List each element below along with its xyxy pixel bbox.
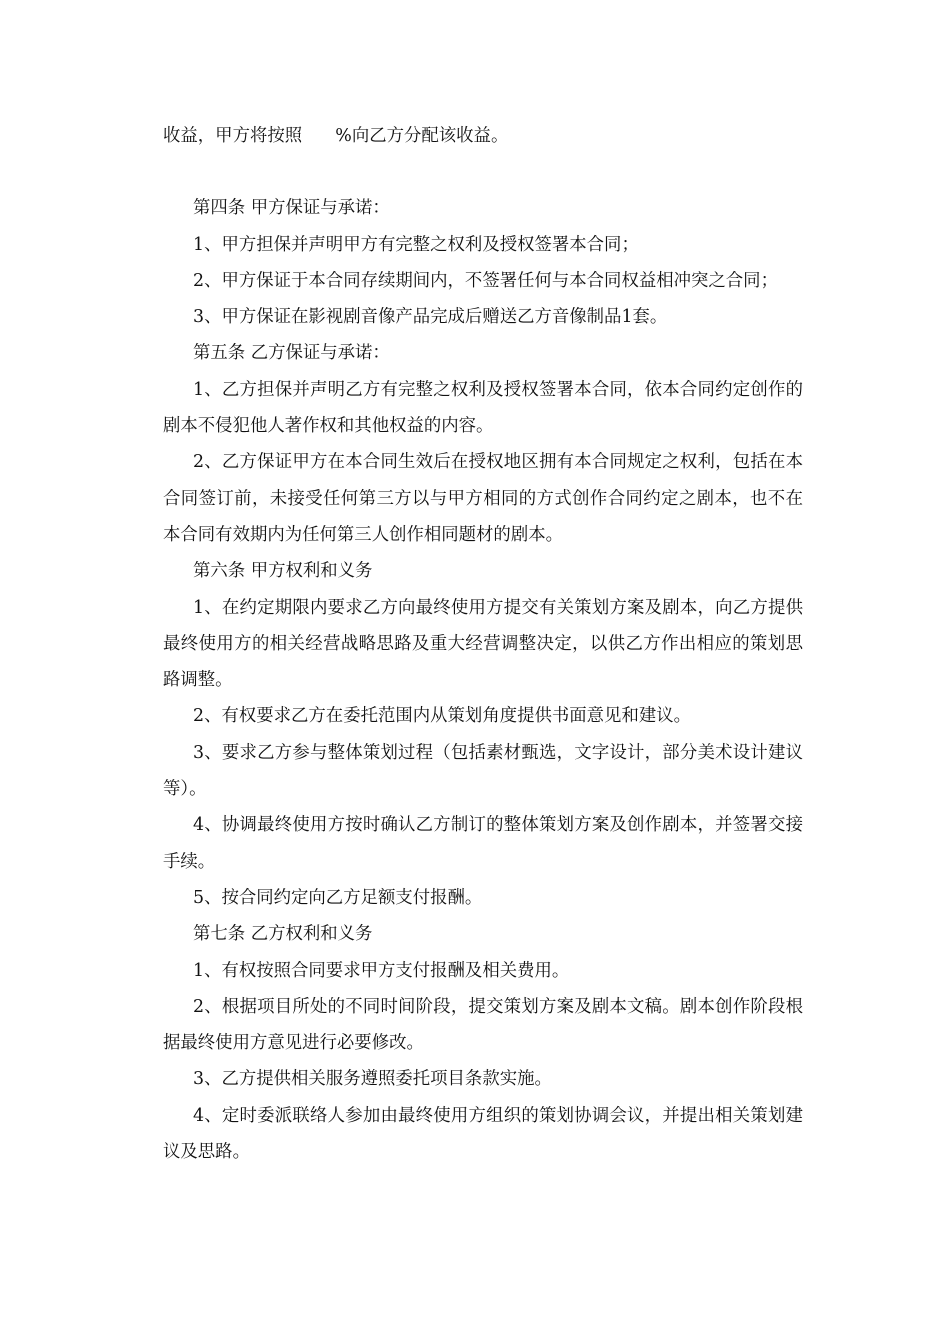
article-5-item-1: 1、乙方担保并声明乙方有完整之权利及授权签署本合同，依本合同约定创作的剧本不侵犯他人著作权和其他权益的内容。 <box>163 379 803 437</box>
article-7-heading: 第七条 乙方权利和义务 <box>193 924 373 945</box>
article-6-heading: 第六条 甲方权利和义务 <box>193 561 373 582</box>
document-page <box>163 118 803 1170</box>
paragraph-revenue-share: 收益，甲方将按照 %向乙方分配该收益。 <box>163 126 509 146</box>
article-5-heading: 第五条 乙方保证与承诺： <box>193 343 390 364</box>
article-7-item-4: 4、定时委派联络人参加由最终使用方组织的策划协调会议，并提出相关策划建议及思路。 <box>163 1105 803 1163</box>
article-6-item-3: 3、要求乙方参与整体策划过程（包括素材甄选，文字设计，部分美术设计建议等）。 <box>163 742 803 800</box>
article-4-item-1: 1、甲方担保并声明甲方有完整之权利及授权签署本合同； <box>193 234 639 255</box>
article-4-item-2: 2、甲方保证于本合同存续期间内，不签署任何与本合同权益相冲突之合同； <box>193 270 778 291</box>
article-4-item-3: 3、甲方保证在影视剧音像产品完成后赠送乙方音像制品1套。 <box>193 307 668 328</box>
article-5-item-2: 2、乙方保证甲方在本合同生效后在授权地区拥有本合同规定之权利，包括在本合同签订前，未接受任何第三方以与甲方相同的方式创作合同约定之剧本，也不在本合同有效期内为任何第三人创作相同题材的剧本。 <box>163 452 803 545</box>
article-6-item-4: 4、协调最终使用方按时确认乙方制订的整体策划方案及创作剧本，并签署交接手续。 <box>163 815 803 872</box>
article-4-heading: 第四条 甲方保证与承诺： <box>193 198 390 219</box>
article-6-item-2: 2、有权要求乙方在委托范围内从策划角度提供书面意见和建议。 <box>193 706 692 727</box>
article-6-item-1: 1、在约定期限内要求乙方向最终使用方提交有关策划方案及剧本，向乙方提供最终使用方的相关经营战略思路及重大经营调整决定，以供乙方作出相应的策划思路调整。 <box>163 597 803 691</box>
article-7-item-3: 3、乙方提供相关服务遵照委托项目条款实施。 <box>193 1069 552 1090</box>
article-7-item-1: 1、有权按照合同要求甲方支付报酬及相关费用。 <box>193 960 570 981</box>
article-7-item-2: 2、根据项目所处的不同时间阶段，提交策划方案及剧本文稿。剧本创作阶段根据最终使用方意见进行必要修改。 <box>163 996 803 1054</box>
article-6-item-5: 5、按合同约定向乙方足额支付报酬。 <box>193 887 483 908</box>
paragraph-gap <box>163 154 803 190</box>
